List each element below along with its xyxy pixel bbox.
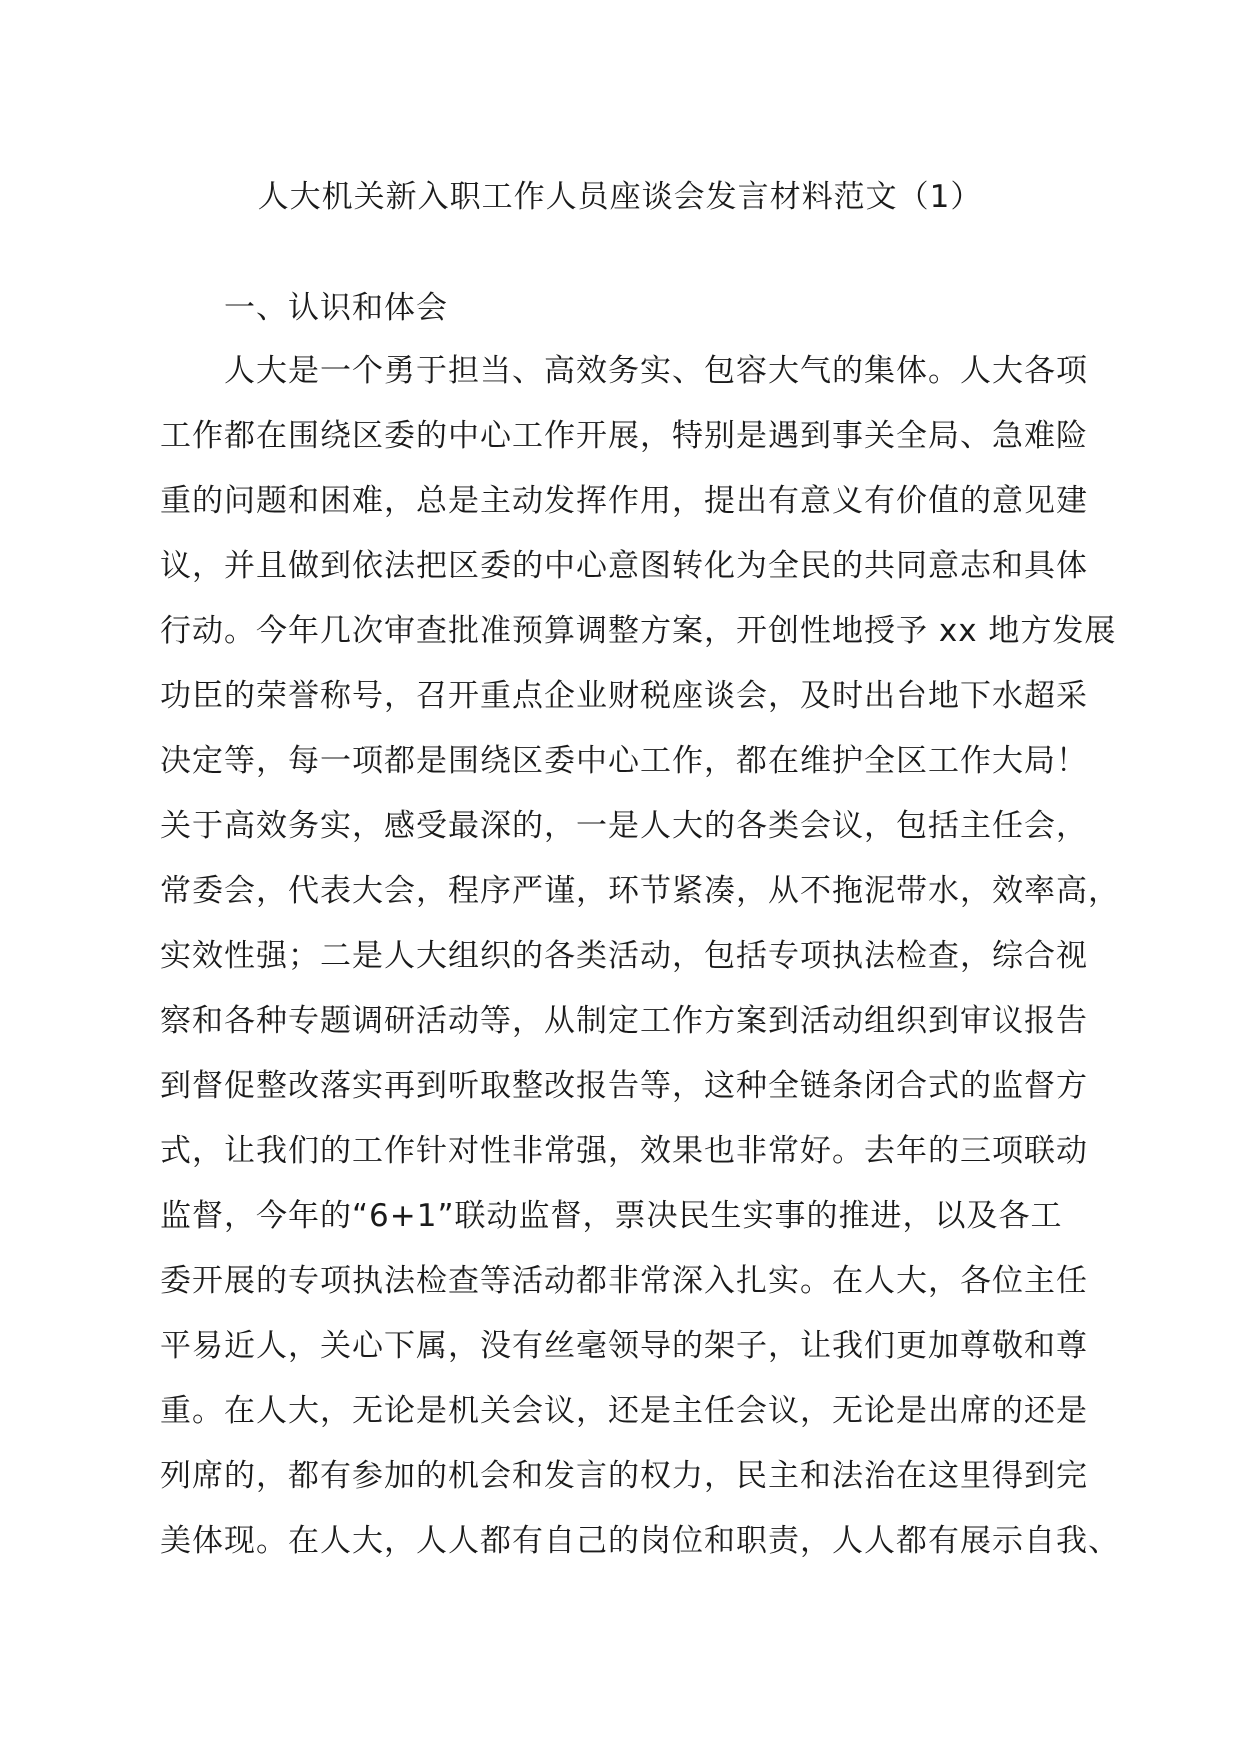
paragraph-line: 议，并且做到依法把区委的中心意图转化为全民的共同意志和具体 bbox=[160, 548, 1088, 584]
paragraph-line: 平易近人，关心下属，没有丝毫领导的架子，让我们更加尊敬和尊 bbox=[160, 1328, 1088, 1364]
paragraph-line: 重。在人大，无论是机关会议，还是主任会议，无论是出席的还是 bbox=[160, 1393, 1088, 1429]
paragraph-line: 行动。今年几次审查批准预算调整方案，开创性地授予 xx 地方发展 bbox=[160, 613, 1117, 649]
paragraph-line: 监督，今年的“6+1”联动监督，票决民生实事的推进，以及各工 bbox=[160, 1198, 1063, 1234]
paragraph-line: 工作都在围绕区委的中心工作开展，特别是遇到事关全局、急难险 bbox=[160, 418, 1088, 454]
paragraph-line: 常委会，代表大会，程序严谨，环节紧凑，从不拖泥带水，效率高， bbox=[160, 873, 1120, 909]
document-title: 人大机关新入职工作人员座谈会发言材料范文（1） bbox=[257, 179, 983, 215]
paragraph-line: 列席的，都有参加的机会和发言的权力，民主和法治在这里得到完 bbox=[160, 1458, 1088, 1494]
paragraph-line: 到督促整改落实再到听取整改报告等，这种全链条闭合式的监督方 bbox=[160, 1068, 1088, 1104]
paragraph-line: 功臣的荣誉称号，召开重点企业财税座谈会，及时出台地下水超采 bbox=[160, 678, 1088, 714]
section-heading: 一、认识和体会 bbox=[224, 290, 448, 326]
paragraph-line: 人大是一个勇于担当、高效务实、包容大气的集体。人大各项 bbox=[224, 353, 1088, 389]
paragraph-line: 实效性强；二是人大组织的各类活动，包括专项执法检查，综合视 bbox=[160, 938, 1088, 974]
paragraph-line: 察和各种专题调研活动等，从制定工作方案到活动组织到审议报告 bbox=[160, 1003, 1088, 1039]
paragraph-line: 式，让我们的工作针对性非常强，效果也非常好。去年的三项联动 bbox=[160, 1133, 1088, 1169]
paragraph-line: 重的问题和困难，总是主动发挥作用，提出有意义有价值的意见建 bbox=[160, 483, 1088, 519]
paragraph-line: 委开展的专项执法检查等活动都非常深入扎实。在人大，各位主任 bbox=[160, 1263, 1088, 1299]
paragraph-line: 决定等，每一项都是围绕区委中心工作，都在维护全区工作大局！ bbox=[160, 743, 1088, 779]
paragraph-body bbox=[160, 349, 1120, 1584]
paragraph-line: 关于高效务实，感受最深的，一是人大的各类会议，包括主任会， bbox=[160, 808, 1088, 844]
paragraph-line: 美体现。在人大，人人都有自己的岗位和职责，人人都有展示自我、 bbox=[160, 1523, 1120, 1559]
